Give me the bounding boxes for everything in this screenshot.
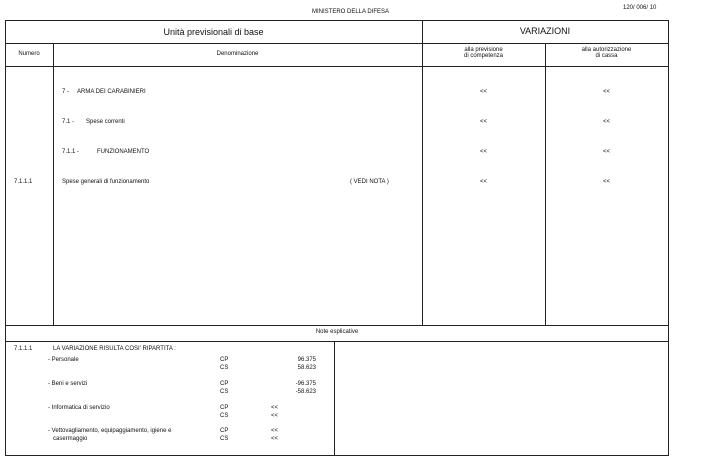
note-item-label: - Beni e servizi — [48, 381, 88, 387]
note-cs-value: << — [271, 413, 279, 419]
note-item-label: - Informatica di servizio — [48, 405, 110, 411]
ministry-title: MINISTERO DELLA DIFESA — [311, 9, 390, 15]
note-item-label: - Vettovagliamento, equipaggiamento, igiene e — [48, 428, 172, 434]
row-cassa: << — [602, 89, 610, 95]
row-competenza: << — [479, 89, 487, 95]
notes-heading: LA VARIAZIONE RISULTA COSI' RIPARTITA : — [53, 346, 176, 352]
note-cs-label: CS — [220, 389, 229, 395]
note-cs-value: -58.623 — [295, 389, 316, 395]
notes-title: Note esplicative — [315, 329, 359, 335]
page-reference: 120/ 006/ 10 — [623, 5, 657, 11]
note-cp-value: 96.375 — [297, 357, 316, 363]
note-cp-label: CP — [220, 381, 229, 387]
column-header-competenza: alla previsione di competenza — [463, 47, 504, 59]
row-label: ARMA DEI CARABINIERI — [77, 89, 146, 95]
column-header-numero: Numero — [18, 51, 40, 57]
row-cassa: << — [602, 179, 610, 185]
note-item-label: - Personale — [48, 357, 79, 363]
row-note-reference: ( VEDI NOTA ) — [350, 179, 389, 185]
group-header-variazioni: VARIAZIONI — [519, 26, 571, 36]
row-competenza: << — [479, 149, 487, 155]
note-cs-label: CS — [220, 436, 229, 442]
column-header-denominazione: Denominazione — [216, 51, 259, 57]
note-cp-label: CP — [220, 357, 229, 363]
row-label: Spese correnti — [86, 119, 125, 125]
row-competenza: << — [479, 119, 487, 125]
row-competenza: << — [479, 179, 487, 185]
row-label: FUNZIONAMENTO — [97, 149, 150, 155]
note-cp-value: << — [271, 428, 279, 434]
note-item-label-continued: casermaggio — [53, 436, 88, 442]
note-cs-value: 58.623 — [297, 365, 316, 371]
note-cs-value: << — [271, 436, 279, 442]
group-header-unita: Unità previsionali di base — [163, 27, 264, 37]
note-cp-value: << — [271, 405, 279, 411]
row-cassa: << — [602, 149, 610, 155]
row-code: 7.1 - — [62, 119, 75, 125]
note-cp-label: CP — [220, 405, 229, 411]
note-cp-value: -96.375 — [295, 381, 316, 387]
row-code: 7 - — [62, 89, 70, 95]
row-label: Spese generali di funzionamento — [62, 179, 150, 185]
note-cp-label: CP — [220, 428, 229, 434]
notes-numero: 7.1.1.1 — [14, 346, 33, 352]
note-cs-label: CS — [220, 413, 229, 419]
row-code: 7.1.1 - — [62, 149, 80, 155]
column-header-cassa: alla autorizzazione di cassa — [581, 47, 632, 59]
note-cs-label: CS — [220, 365, 229, 371]
row-cassa: << — [602, 119, 610, 125]
row-numero: 7.1.1.1 — [14, 179, 33, 185]
